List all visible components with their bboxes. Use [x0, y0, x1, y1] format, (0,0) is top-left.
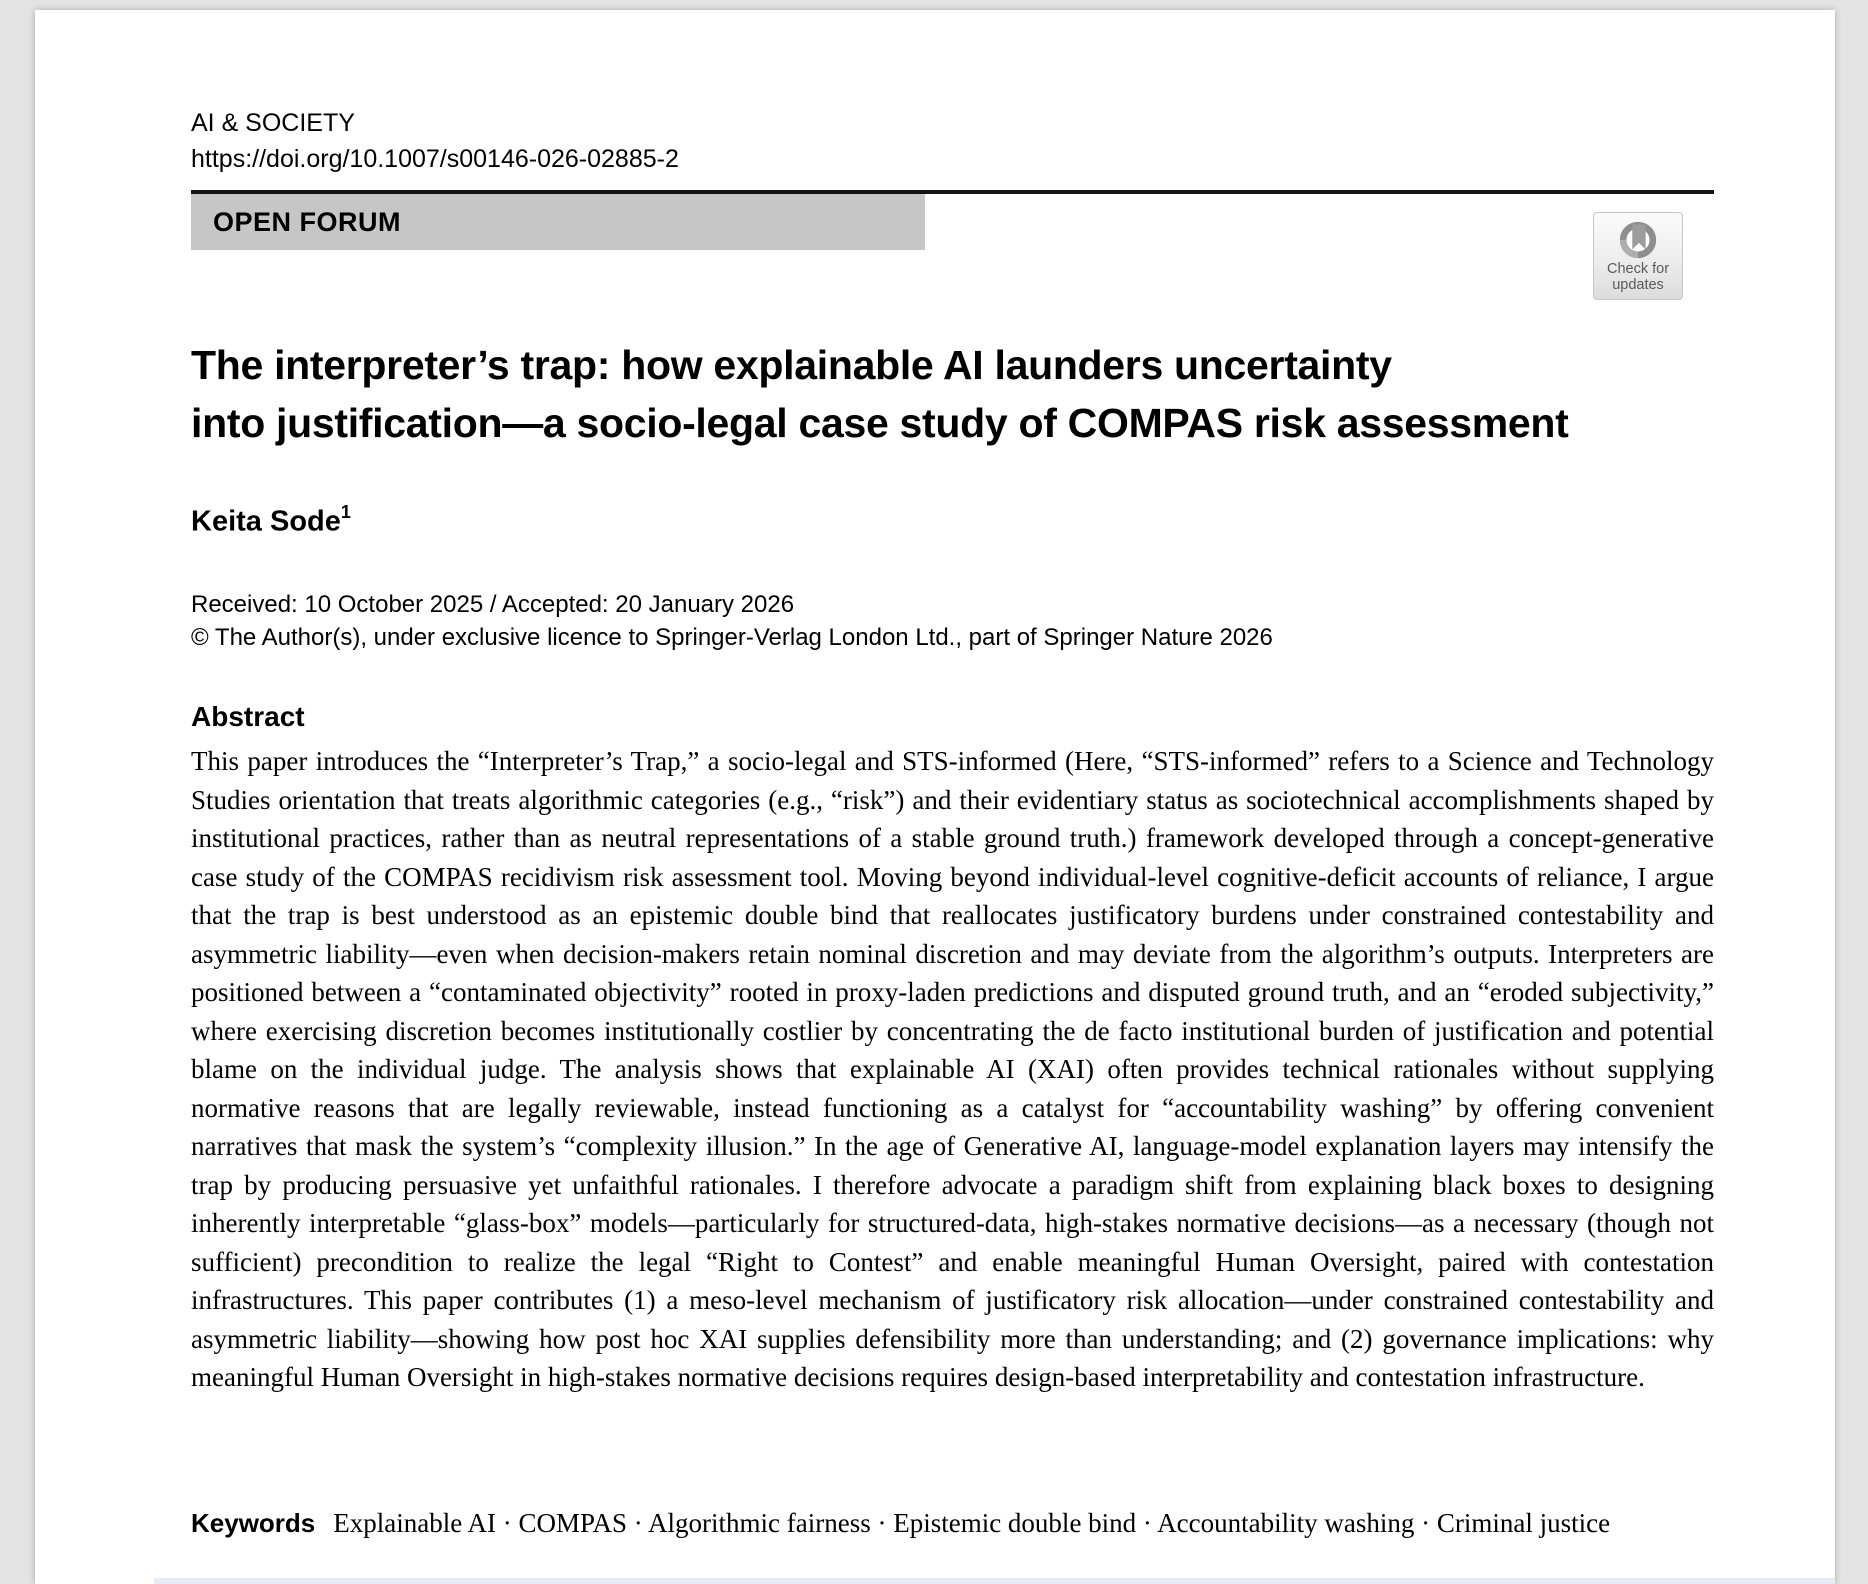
author-name: Keita Sode	[191, 505, 341, 538]
page-title	[191, 336, 1714, 452]
doi-link[interactable]: https://doi.org/10.1007/s00146-026-02885-2	[191, 145, 679, 173]
article-type-label: OPEN FORUM	[213, 207, 402, 237]
abstract-heading: Abstract	[191, 701, 305, 732]
keywords-text: Explainable AI · COMPAS · Algorithmic fairness · Epistemic double bind · Accountability washing · Criminal justice	[333, 1508, 1611, 1538]
author-line	[191, 496, 1714, 540]
article-type-banner	[191, 194, 925, 250]
abstract-text: This paper introduces the “Interpreter’s Trap,” a socio-legal and STS-informed (Here, “STS-informed” refers to a Science and Technology Studies orientation that treats algorithmic categories (e.g., “risk”) and their evidentiary status as sociotechnical accomplishments shaped by institutional practices, rather than as neutral representations of a stable ground truth.) framework developed through a concept-generative case study of the COMPAS recidivism risk assessment tool. Moving beyond individual-level cognitive-deficit accounts of reliance, I argue that the trap is best understood as an epistemic double bind that reallocates justificatory burdens under constrained contestability and asymmetric liability—even when decision-makers retain nominal discretion and may deviate from the algorithm’s outputs. Interpreters are positioned between a “contaminated objectivity” rooted in proxy-laden predictions and disputed ground truth, and an “eroded subjectivity,” where exercising discretion becomes institutionally costlier by concentrating the de facto institutional burden of justification and potential blame on the individual judge. The analysis shows that explainable AI (XAI) often provides technical rationales without supplying normative reasons that are legally reviewable, instead functioning as a catalyst for “accountability washing” by offering convenient narratives that mask the system’s “complexity illusion.” In the age of Generative AI, language-model explanation layers may intensify the trap by producing persuasive yet unfaithful rationales. I therefore advocate a paradigm shift from explaining black boxes to designing inherently interpretable “glass-box” models—particularly for structured-data, high-stakes normative decisions—as a necessary (though not sufficient) precondition to realize the legal “Right to Contest” and enable meaningful Human Oversight, paired with contestation infrastructures. This paper contributes (1) a meso-level mechanism of justificatory risk allocation—under constrained contestability and asymmetric liability—showing how post hoc XAI supplies defensibility more than understanding; and (2) governance implications: why meaningful Human Oversight in high-stakes normative decisions requires design-based interpretability and contestation infrastructure.	[191, 746, 1714, 1392]
title-line-1: The interpreter’s trap: how explainable AI launders uncertainty	[191, 342, 1392, 388]
journal-name: AI & SOCIETY	[191, 109, 355, 137]
crossmark-bookmark-icon	[1617, 218, 1659, 260]
check-for-updates-label: Check for updates	[1606, 261, 1670, 293]
check-for-updates-button[interactable]	[1593, 212, 1683, 300]
author-affiliation-mark: 1	[340, 502, 351, 522]
keywords-label: Keywords	[191, 1508, 316, 1538]
keywords-line	[191, 1504, 1714, 1543]
article-history	[191, 588, 1714, 654]
title-line-2: into justification—a socio-legal case study of COMPAS risk assessment	[191, 400, 1569, 446]
received-accepted-line: Received: 10 October 2025 / Accepted: 20 January 2026	[191, 591, 795, 618]
next-page-edge	[154, 1578, 1835, 1584]
paper-page	[35, 10, 1835, 1584]
copyright-line: © The Author(s), under exclusive licence to Springer-Verlag London Ltd., part of Springer Nature 2026	[191, 624, 1273, 651]
